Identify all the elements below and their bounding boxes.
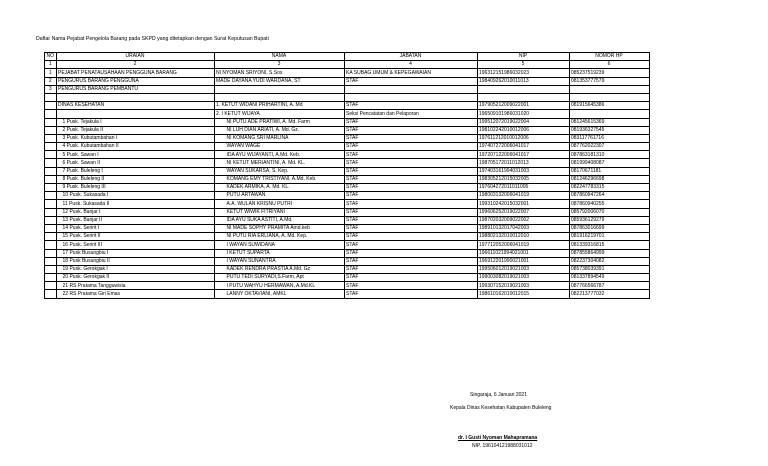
row-nip: 199003082019021003 bbox=[477, 274, 569, 282]
row-nip: 197712052006041019 bbox=[477, 241, 569, 249]
row-number: 3 bbox=[45, 85, 57, 93]
row-uraian: 4 Pusk. Kubutambahan II bbox=[56, 143, 214, 151]
row-nama: LANNY OKTAVIANI, AMKL bbox=[214, 290, 344, 298]
row-nama: MADE DAYANA YUDI WARDANA, ST bbox=[214, 77, 344, 85]
row-uraian: 18 Pusk Busungbiu II bbox=[56, 257, 214, 265]
header-number: 2 bbox=[56, 61, 214, 69]
table-row bbox=[45, 118, 650, 126]
header-jabatan: JABATAN bbox=[344, 53, 477, 61]
row-number bbox=[45, 167, 57, 175]
table-row bbox=[45, 265, 650, 273]
row-uraian: 5 Pusk. Sawan I bbox=[56, 151, 214, 159]
table-row bbox=[45, 233, 650, 241]
row-hp: 081353777579 bbox=[569, 77, 649, 85]
officials-table bbox=[44, 52, 650, 299]
table-row bbox=[45, 200, 650, 208]
spacer-cell bbox=[477, 93, 569, 101]
row-number bbox=[45, 257, 57, 265]
row-jabatan bbox=[344, 85, 477, 93]
row-number bbox=[45, 110, 57, 118]
row-uraian: PEJABAT PENATAUSAHAAN PENGGUNA BARANG bbox=[56, 69, 214, 77]
header-nomor-hp: NOMOR HP bbox=[569, 53, 649, 61]
row-nama: PUTU ARTAWAN bbox=[214, 192, 344, 200]
row-number bbox=[45, 233, 57, 241]
row-nip: 196312151986032023 bbox=[477, 69, 569, 77]
row-nip: 196611021994021001 bbox=[477, 249, 569, 257]
header-uraian: URAIAN bbox=[56, 53, 214, 61]
row-nama: NI LUH DIAN ARIATI, A. Md. Gz. bbox=[214, 126, 344, 134]
row-jabatan: STAF bbox=[344, 257, 477, 265]
row-uraian bbox=[56, 110, 214, 118]
row-jabatan: STAF bbox=[344, 175, 477, 183]
row-nip: 198910132017042003 bbox=[477, 224, 569, 232]
row-number bbox=[45, 184, 57, 192]
row-hp: 087863016699 bbox=[569, 224, 649, 232]
row-nip: 198802132010012010 bbox=[477, 233, 569, 241]
row-uraian: 14 Pusk. Seririt I bbox=[56, 224, 214, 232]
row-uraian: 11 Pusk. Sukasada II bbox=[56, 200, 214, 208]
row-jabatan: STAF bbox=[344, 102, 477, 110]
table-row bbox=[45, 77, 650, 85]
header-nip: NIP bbox=[477, 53, 569, 61]
header-number: 1 bbox=[45, 61, 57, 69]
row-number bbox=[45, 151, 57, 159]
table-row bbox=[45, 143, 650, 151]
row-hp: 087766566787 bbox=[569, 282, 649, 290]
row-hp: 081245615369 bbox=[569, 118, 649, 126]
row-nip: 199512072019022004 bbox=[477, 118, 569, 126]
row-number bbox=[45, 241, 57, 249]
row-nama: I WAYAN SUWIDANA bbox=[214, 241, 344, 249]
spacer-cell bbox=[569, 93, 649, 101]
header-number: 5 bbox=[477, 61, 569, 69]
row-hp: 081339316815 bbox=[569, 241, 649, 249]
row-hp: 081916219701 bbox=[569, 233, 649, 241]
row-nama: WAYAN SUKARSA, S. Kep. bbox=[214, 167, 344, 175]
row-jabatan: STAF bbox=[344, 167, 477, 175]
row-number bbox=[45, 126, 57, 134]
row-jabatan: STAF bbox=[344, 134, 477, 142]
row-number bbox=[45, 282, 57, 290]
header-no: NO bbox=[46, 53, 54, 60]
row-uraian: DINAS KESEHATAN bbox=[56, 102, 214, 110]
table-row bbox=[45, 151, 650, 159]
row-uraian: 8 Pusk. Buleleng II bbox=[56, 175, 214, 183]
row-nip: 198102242010012006 bbox=[477, 126, 569, 134]
row-nama: A.A. WULAN KRISNU PUTRI bbox=[214, 200, 344, 208]
row-uraian: 6 Pusk. Sawan II bbox=[56, 159, 214, 167]
row-number bbox=[45, 175, 57, 183]
row-nama: KADEK RENDRA PRASTIA A.Md. Gz bbox=[214, 265, 344, 273]
row-uraian: 19 Pusk. Gerokgak I bbox=[56, 265, 214, 273]
row-nama: KETUT WIWIK FITRIYANI bbox=[214, 208, 344, 216]
row-hp: 08170671181 bbox=[569, 167, 649, 175]
signature-name bbox=[458, 435, 537, 441]
row-nip: 198305212015032005 bbox=[477, 175, 569, 183]
row-nama: IDA AYU SUKA ASTITI, A.Md. bbox=[214, 216, 344, 224]
row-jabatan: STAF bbox=[344, 290, 477, 298]
row-nip: 199506012019021003 bbox=[477, 265, 569, 273]
row-nama: NI MADE SOPHY PRAMITA Amd.keb bbox=[214, 224, 344, 232]
row-hp: 085936129279 bbox=[569, 216, 649, 224]
row-nip: 197407272006041017 bbox=[477, 143, 569, 151]
header-number: 4 bbox=[344, 61, 477, 69]
row-number bbox=[45, 143, 57, 151]
row-number bbox=[45, 224, 57, 232]
table-row bbox=[45, 102, 650, 110]
row-hp: 085237519239 bbox=[569, 69, 649, 77]
row-nip: 197403161994031003 bbox=[477, 167, 569, 175]
row-number bbox=[45, 200, 57, 208]
spacer-cell bbox=[214, 93, 344, 101]
row-hp: 081337894549 bbox=[569, 274, 649, 282]
row-hp: 081936327545 bbox=[569, 126, 649, 134]
row-uraian: 7 Pusk. Buleleng I bbox=[56, 167, 214, 175]
header-number: 6 bbox=[569, 61, 649, 69]
row-jabatan: STAF bbox=[344, 241, 477, 249]
row-uraian: 13 Pusk. Banjar II bbox=[56, 216, 214, 224]
row-nip: 198705172011012013 bbox=[477, 159, 569, 167]
row-nama: NI PUTU ADE PRATIWI, A. Md. Farm bbox=[214, 118, 344, 126]
row-hp: 087863181310 bbox=[569, 151, 649, 159]
spacer-cell bbox=[344, 93, 477, 101]
row-nama: NI PUTU RIA ERLIANA, A. Md. Kep. bbox=[214, 233, 344, 241]
row-jabatan: STAF bbox=[344, 118, 477, 126]
row-uraian: 1 Pusk. Tejakula I bbox=[56, 118, 214, 126]
row-nip: 197207122006041017 bbox=[477, 151, 569, 159]
row-nama: I KETUT SUPARTA bbox=[214, 249, 344, 257]
row-number bbox=[45, 274, 57, 282]
row-number bbox=[45, 249, 57, 257]
row-uraian: 2 Pusk. Tejakula II bbox=[56, 126, 214, 134]
spacer-cell bbox=[56, 93, 214, 101]
row-hp: 081915645386 bbox=[569, 102, 649, 110]
header-number-row bbox=[45, 61, 650, 69]
header-nama: NAMA bbox=[214, 53, 344, 61]
table-row bbox=[45, 175, 650, 183]
row-uraian: 10 Pusk. Sukasada I bbox=[56, 192, 214, 200]
spacer-cell bbox=[45, 93, 57, 101]
table-row bbox=[45, 69, 650, 77]
header-number: 3 bbox=[214, 61, 344, 69]
row-nama: IDA AYU WIJAYANTI, A.Md. Keb. bbox=[214, 151, 344, 159]
row-jabatan: STAF bbox=[344, 151, 477, 159]
row-jabatan: Seksi Pencatatan dan Pelaporan bbox=[344, 110, 477, 118]
table-row bbox=[45, 110, 650, 118]
row-hp: 083117761716 bbox=[569, 134, 649, 142]
row-nip: 197604272011011005 bbox=[477, 184, 569, 192]
row-hp: 082213777032 bbox=[569, 290, 649, 298]
row-uraian: 9 Pusk. Buleleng III bbox=[56, 184, 214, 192]
table-row bbox=[45, 274, 650, 282]
row-jabatan: STAF bbox=[344, 216, 477, 224]
document-title: Daftar Nama Pejabat Pengelola Barang pada SKPD yang ditetapkan dengan Surat Keputusan Bupati bbox=[36, 36, 269, 42]
row-jabatan: STAF bbox=[344, 249, 477, 257]
table-row bbox=[45, 224, 650, 232]
row-hp: 085792006070 bbox=[569, 208, 649, 216]
row-nama: KADEK ARMIKA, A. Md. KL. bbox=[214, 184, 344, 192]
signature-position: Kepala Dinas Kesehatan Kabupaten Buleleng bbox=[450, 405, 552, 411]
row-nip: 199310242015032001 bbox=[477, 200, 569, 208]
row-nama: NI NYOMAN SRIYONI, S.Sos bbox=[214, 69, 344, 77]
row-nama: NI KETUT MERIANTINI, A. Md. KL. bbox=[214, 159, 344, 167]
row-jabatan: STAF bbox=[344, 159, 477, 167]
table-row bbox=[45, 290, 650, 298]
row-number bbox=[45, 192, 57, 200]
table-row bbox=[45, 216, 650, 224]
row-nip: 197905212009022001 bbox=[477, 102, 569, 110]
row-hp: 087860940255 bbox=[569, 200, 649, 208]
row-jabatan: STAF bbox=[344, 208, 477, 216]
row-uraian: 17 Pusk Busungbiu I bbox=[56, 249, 214, 257]
header-row bbox=[45, 53, 650, 61]
row-jabatan: STAF bbox=[344, 274, 477, 282]
table-row bbox=[45, 208, 650, 216]
row-uraian: PENGURUS BARANG PENGGUNA bbox=[56, 77, 214, 85]
row-uraian: 15 Pusk. Seririt II bbox=[56, 233, 214, 241]
row-uraian: 16 Pusk. Seririt III bbox=[56, 241, 214, 249]
row-jabatan: STAF bbox=[344, 224, 477, 232]
signature-nip: NIP. 196104121988031012 bbox=[472, 443, 533, 449]
table-row bbox=[45, 257, 650, 265]
row-uraian: 22 RS Pratama Giri Emas bbox=[56, 290, 214, 298]
row-jabatan: STAF bbox=[344, 200, 477, 208]
row-jabatan: STAF bbox=[344, 282, 477, 290]
row-uraian: 12 Pusk. Banjar I bbox=[56, 208, 214, 216]
row-number bbox=[45, 102, 57, 110]
row-jabatan: STAF bbox=[344, 233, 477, 241]
row-hp: 085738039391 bbox=[569, 265, 649, 273]
row-nama: 1. KETUT WIDANI PRIHARTINI, A. Md bbox=[214, 102, 344, 110]
table-row bbox=[45, 134, 650, 142]
row-uraian: 3 Pusk. Kubutambahan I bbox=[56, 134, 214, 142]
table-row bbox=[45, 167, 650, 175]
row-uraian: PENGURUS BARANG PEMBANTU bbox=[56, 85, 214, 93]
row-uraian: 20 Pusk. Gerokgak II bbox=[56, 274, 214, 282]
row-nip: 199307152019021003 bbox=[477, 282, 569, 290]
row-number: 1 bbox=[45, 69, 57, 77]
row-jabatan: STAF bbox=[344, 126, 477, 134]
row-nip: 198610162010012015 bbox=[477, 290, 569, 298]
table-row bbox=[45, 192, 650, 200]
row-hp bbox=[569, 85, 649, 93]
row-nama: WAYAN WAGE bbox=[214, 143, 344, 151]
row-nama: NI KOMANG SRI MARLINA bbox=[214, 134, 344, 142]
row-number bbox=[45, 216, 57, 224]
signature-place-date: Singaraja, 6 Januari 2021 bbox=[470, 392, 527, 398]
row-jabatan: STAF bbox=[344, 143, 477, 151]
row-jabatan: STAF bbox=[344, 77, 477, 85]
row-nip: 198702032009022002 bbox=[477, 216, 569, 224]
row-nama bbox=[214, 85, 344, 93]
row-jabatan: STAF bbox=[344, 192, 477, 200]
row-number bbox=[45, 290, 57, 298]
row-hp: 082247783315 bbox=[569, 184, 649, 192]
row-nip bbox=[477, 85, 569, 93]
row-hp: 087762022307 bbox=[569, 143, 649, 151]
row-nama: PUTU TEDI SURYADI,S.Farm, Apt bbox=[214, 274, 344, 282]
row-number bbox=[45, 208, 57, 216]
table-row bbox=[45, 241, 650, 249]
table-row bbox=[45, 282, 650, 290]
row-uraian: 21 RS Pratama Tangguwisia bbox=[56, 282, 214, 290]
signature-name-text: dr. I Gusti Nyoman Mahapramana bbox=[458, 435, 538, 441]
row-hp: 081999408087 bbox=[569, 159, 649, 167]
table-row bbox=[45, 85, 650, 93]
row-jabatan: KA SUBAG UMUM & KEPEGAWAIAN bbox=[344, 69, 477, 77]
row-number bbox=[45, 118, 57, 126]
row-nip: 199606252019022007 bbox=[477, 208, 569, 216]
row-nip: 196912201990021001 bbox=[477, 257, 569, 265]
spacer-row bbox=[45, 93, 650, 101]
row-nama: 2. I KETUT WIJAYA bbox=[214, 110, 344, 118]
table-row bbox=[45, 159, 650, 167]
row-nama: I PUTU WAHYU HERMAWAN, A.Md.KL bbox=[214, 282, 344, 290]
row-hp: 087855864999 bbox=[569, 249, 649, 257]
row-nama: I WAYAN SUNANTRA bbox=[214, 257, 344, 265]
table-row bbox=[45, 184, 650, 192]
row-hp: 087860947264 bbox=[569, 192, 649, 200]
row-hp: 081246296698 bbox=[569, 175, 649, 183]
row-number bbox=[45, 265, 57, 273]
table-row bbox=[45, 249, 650, 257]
row-jabatan: STAF bbox=[344, 265, 477, 273]
row-nama: KOMANG EMY TRISTIYANI, A.Md. Keb. bbox=[214, 175, 344, 183]
row-hp: 082237304082 bbox=[569, 257, 649, 265]
row-nip: 197611212010012006 bbox=[477, 134, 569, 142]
row-hp bbox=[569, 110, 649, 118]
row-nip: 198409262010011013 bbox=[477, 77, 569, 85]
row-nip: 198003132006041019 bbox=[477, 192, 569, 200]
row-nip: 196509101986031020 bbox=[477, 110, 569, 118]
table-row bbox=[45, 126, 650, 134]
row-jabatan: STAF bbox=[344, 184, 477, 192]
row-number: 2 bbox=[45, 77, 57, 85]
row-number bbox=[45, 134, 57, 142]
row-number bbox=[45, 159, 57, 167]
